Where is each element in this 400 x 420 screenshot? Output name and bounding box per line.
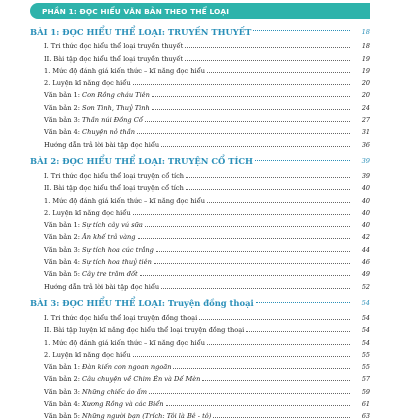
page-number: 49 [361, 270, 370, 279]
dot-leader [185, 46, 350, 48]
entry-prefix: I. Tri thức đọc hiểu thể loại truyền thuyết [44, 42, 184, 51]
toc-entry[interactable] [30, 310, 370, 322]
entry-title: Sự tích hoa thuỷ tiên [82, 258, 152, 267]
toc-entry[interactable] [30, 75, 370, 87]
entry-label [30, 283, 161, 291]
toc-entry[interactable] [30, 359, 370, 371]
entry-prefix: Văn bản 4: [44, 258, 83, 267]
entry-prefix: II. Bài tập đọc hiểu thể loại truyền thuyết [44, 54, 184, 63]
entry-prefix: 1. Mức độ đánh giá kiến thức – kĩ năng đọc hiểu [44, 338, 205, 347]
entry-label [30, 221, 145, 229]
entry-prefix: Văn bản 3: [44, 387, 83, 396]
entry-label [30, 246, 156, 254]
page-number: 54 [361, 299, 370, 308]
toc-entry[interactable] [30, 205, 370, 217]
part-title: PHẦN 1: ĐỌC HIỂU VĂN BẢN THEO THỂ LOẠI [42, 6, 230, 16]
entry-prefix: Văn bản 4: [44, 128, 83, 137]
section-heading[interactable] [30, 25, 370, 38]
dot-leader [166, 404, 350, 406]
dot-leader [186, 188, 350, 190]
entry-label [30, 375, 202, 383]
toc-entry[interactable] [30, 38, 370, 50]
entry-prefix: Văn bản 3: [44, 116, 83, 125]
toc-entry[interactable] [30, 334, 370, 346]
toc-entry[interactable] [30, 254, 370, 266]
dot-leader [137, 132, 350, 134]
page-number: 40 [361, 221, 370, 230]
entry-prefix: Văn bản 5: [44, 412, 83, 420]
entry-label [30, 104, 152, 112]
table-of-contents [30, 3, 370, 420]
entry-title: Sơn Tinh, Thuỷ Tinh [82, 103, 150, 112]
toc-entry[interactable] [30, 278, 370, 290]
dot-leader [207, 201, 350, 203]
page-number: 61 [361, 400, 370, 409]
page-number: 54 [361, 338, 370, 347]
entry-prefix: Văn bản 2: [44, 375, 83, 384]
entry-prefix: Văn bản 5: [44, 270, 83, 279]
toc-entry[interactable] [30, 63, 370, 75]
page-number: 54 [361, 313, 370, 322]
entry-prefix: II. Bài tập đọc hiểu thể loại truyện cổ tích [44, 184, 184, 193]
page-number: 42 [361, 233, 370, 242]
page-number: 19 [361, 54, 370, 63]
entry-label [30, 339, 207, 347]
page-number: 52 [361, 282, 370, 291]
entry-prefix: Văn bản 2: [44, 233, 83, 242]
entry-label [30, 363, 173, 371]
entry-label [30, 91, 152, 99]
entry-prefix: Văn bản 1: [44, 221, 83, 230]
entry-prefix: Văn bản 1: [44, 363, 83, 372]
dot-leader [246, 330, 350, 332]
page-number: 63 [361, 412, 370, 420]
entry-label [30, 197, 207, 205]
part-banner [30, 3, 370, 19]
dot-leader [199, 318, 350, 320]
page-number: 18 [361, 42, 370, 51]
entry-title: Câu chuyện về Chim Én và Dế Mèn [82, 375, 201, 384]
entry-prefix: Văn bản 3: [44, 245, 83, 254]
dot-leader [173, 367, 350, 369]
dot-leader [207, 343, 350, 345]
entry-label [30, 270, 140, 278]
entry-prefix: 2. Luyện kĩ năng đọc hiểu [44, 208, 131, 217]
dot-leader [161, 145, 350, 147]
toc-entry[interactable] [30, 136, 370, 148]
page-number: 44 [361, 245, 370, 254]
page-number: 24 [361, 103, 370, 112]
entry-prefix: I. Tri thức đọc hiểu thể loại truyện cổ tích [44, 171, 185, 180]
page-number: 55 [361, 350, 370, 359]
dot-leader [202, 379, 350, 381]
dot-leader [154, 262, 350, 264]
toc-entry[interactable] [30, 371, 370, 383]
toc-entry[interactable] [30, 347, 370, 359]
section-heading[interactable] [30, 297, 370, 310]
toc-section [30, 155, 370, 291]
toc-entry[interactable] [30, 87, 370, 99]
sections-container [30, 25, 370, 420]
dot-leader [213, 416, 350, 418]
entry-title: Thần núi Đồng Cổ [82, 116, 143, 125]
entry-label [30, 209, 133, 217]
dot-leader [255, 159, 350, 161]
page-number: 40 [361, 184, 370, 193]
entry-prefix: 2. Luyện kĩ năng đọc hiểu [44, 350, 131, 359]
page-number: 46 [361, 258, 370, 267]
entry-prefix: Văn bản 4: [44, 400, 83, 409]
dot-leader [256, 301, 350, 303]
toc-entry[interactable] [30, 408, 370, 420]
entry-title: Đàn kiến con ngoan ngoãn [82, 363, 172, 372]
dot-leader [138, 237, 351, 239]
entry-title: Xương Rồng và các Biển [82, 400, 164, 409]
entry-title: Ăn khế trả vàng [82, 233, 136, 242]
section-title: BÀI 1: ĐỌC HIỂU THỂ LOẠI: TRUYỀN THUYẾT [30, 26, 252, 37]
toc-entry[interactable] [30, 124, 370, 136]
dot-leader [161, 287, 350, 289]
entry-prefix: 1. Mức độ đánh giá kiến thức – kĩ năng đọc hiểu [44, 196, 205, 205]
page-number: 59 [361, 387, 370, 396]
entry-label [30, 42, 185, 50]
page-number: 18 [361, 27, 370, 36]
page-number: 36 [361, 140, 370, 149]
page-number: 27 [361, 116, 370, 125]
dot-leader [140, 274, 350, 276]
toc-entry[interactable] [30, 266, 370, 278]
dot-leader [186, 176, 350, 178]
toc-entry[interactable] [30, 241, 370, 253]
section-heading[interactable] [30, 155, 370, 168]
entry-label [30, 128, 137, 136]
toc-entry[interactable] [30, 396, 370, 408]
entry-prefix: Hướng dẫn trả lời bài tập đọc hiểu [44, 140, 160, 149]
page-number: 55 [361, 363, 370, 372]
dot-leader [133, 213, 350, 215]
section-title: BÀI 2: ĐỌC HIỂU THỂ LOẠI: TRUYỆN CỔ TÍCH [30, 156, 253, 167]
toc-entry[interactable] [30, 180, 370, 192]
toc-section [30, 297, 370, 420]
toc-entry[interactable] [30, 229, 370, 241]
dot-leader [152, 108, 350, 110]
toc-entry[interactable] [30, 50, 370, 62]
page-number: 20 [361, 79, 370, 88]
entry-title: Chuyện nỏ thần [82, 128, 136, 137]
toc-entry[interactable] [30, 168, 370, 180]
entry-label [30, 116, 145, 124]
page-number: 54 [361, 326, 370, 335]
entry-label [30, 400, 166, 408]
entry-title: Những người bạn (Trích: Tôi là Bê - tô) [82, 412, 212, 420]
toc-entry[interactable] [30, 99, 370, 111]
page-number: 20 [361, 91, 370, 100]
entry-label [30, 412, 213, 420]
page-number: 39 [361, 157, 370, 166]
entry-label [30, 184, 186, 192]
dot-leader [149, 392, 350, 394]
dot-leader [133, 355, 350, 357]
page-number: 40 [361, 196, 370, 205]
entry-prefix: II. Bài tập luyện kĩ năng đọc hiểu thể loại truyện đồng thoại [44, 326, 245, 335]
entry-title: Cây tre trăm đốt [82, 270, 138, 279]
toc-section [30, 25, 370, 149]
toc-entry[interactable] [30, 192, 370, 204]
entry-label [30, 141, 161, 149]
dot-leader [207, 71, 350, 73]
entry-label [30, 233, 138, 241]
section-title: BÀI 3: ĐỌC HIỂU THỂ LOẠI: Truyện đồng thoại [30, 298, 254, 309]
entry-prefix: 1. Mức độ đánh giá kiến thức – kĩ năng đọc hiểu [44, 66, 205, 75]
dot-leader [145, 120, 350, 122]
dot-leader [185, 59, 350, 61]
entry-label [30, 79, 133, 87]
dot-leader [152, 95, 350, 97]
page-number: 40 [361, 208, 370, 217]
page-number: 57 [361, 375, 370, 384]
entry-label [30, 326, 246, 334]
entry-prefix: 2. Luyện kĩ năng đọc hiểu [44, 79, 131, 88]
page-number: 19 [361, 66, 370, 75]
toc-entry[interactable] [30, 383, 370, 395]
entry-title: Con Rồng cháu Tiên [82, 91, 150, 100]
toc-entry[interactable] [30, 322, 370, 334]
dot-leader [253, 29, 350, 31]
dot-leader [156, 250, 350, 252]
toc-entry[interactable] [30, 217, 370, 229]
toc-entry[interactable] [30, 112, 370, 124]
entry-label [30, 388, 149, 396]
entry-title: Sự tích hoa cúc trắng [82, 245, 154, 254]
entry-label [30, 67, 207, 75]
entry-label [30, 314, 199, 322]
dot-leader [133, 83, 350, 85]
dot-leader [145, 225, 350, 227]
entry-prefix: Hướng dẫn trả lời bài tập đọc hiểu [44, 282, 160, 291]
entry-prefix: Văn bản 1: [44, 91, 83, 100]
entry-label [30, 258, 154, 266]
entry-prefix: Văn bản 2: [44, 103, 83, 112]
entry-label [30, 172, 186, 180]
page-number: 31 [361, 128, 370, 137]
entry-prefix: I. Tri thức đọc hiểu thể loại truyện đồng thoại [44, 313, 198, 322]
entry-title: Sự tích cây vú sữa [82, 221, 143, 230]
page-number: 39 [361, 171, 370, 180]
entry-title: Những chiếc áo ấm [82, 387, 148, 396]
entry-label [30, 55, 185, 63]
entry-label [30, 351, 133, 359]
